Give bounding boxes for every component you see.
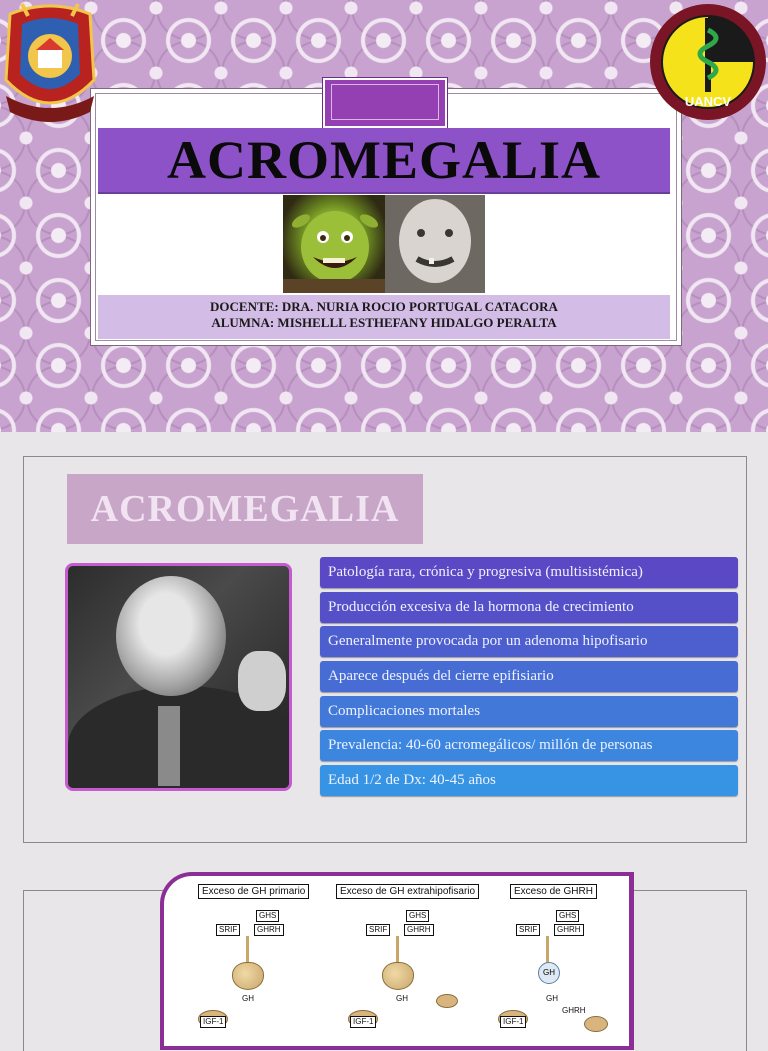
gh-cell: GH xyxy=(538,962,560,984)
portrait-tie xyxy=(158,706,180,786)
bullet-text: Patología rara, crónica y progresiva (multisistémica) xyxy=(328,564,643,580)
pituitary-stalk xyxy=(396,936,399,964)
pituitary-gland xyxy=(382,962,414,990)
gh-excess-diagram xyxy=(160,872,634,1050)
ghrh-tumor xyxy=(584,1016,608,1032)
university-crest-logo xyxy=(2,0,98,135)
docente-label: DOCENTE: DRA. NURIA ROCIO PORTUGAL CATACORA xyxy=(210,299,558,314)
ghrh-box: GHRH xyxy=(554,924,584,936)
alumna-label: ALUMNA: MISHELLL ESTHEFANY HIDALGO PERALTA xyxy=(211,315,557,330)
srif-box: SRIF xyxy=(516,924,540,936)
slide-title: ACROMEGALIA xyxy=(166,130,601,190)
gh-label: GH xyxy=(242,994,254,1003)
portrait-hand xyxy=(238,651,286,711)
bullet-text: Complicaciones mortales xyxy=(328,702,481,719)
ectopic-tumor xyxy=(436,994,458,1008)
bullet-text: Generalmente provocada por un adenoma hipofisario xyxy=(328,633,648,650)
bullet-item xyxy=(320,661,738,692)
bullet-item xyxy=(320,626,738,657)
bullet-item xyxy=(320,592,738,623)
bullet-item xyxy=(320,696,738,727)
title-slide xyxy=(0,0,768,432)
ghrh-box: GHRH xyxy=(254,924,284,936)
bullet-item xyxy=(320,730,738,761)
man-face-icon xyxy=(385,195,485,293)
title-tab-inner xyxy=(331,84,439,120)
ghrh-box: GHRH xyxy=(404,924,434,936)
man-photo xyxy=(385,195,485,293)
srif-box: SRIF xyxy=(216,924,240,936)
igf-box: IGF-1 xyxy=(500,1016,526,1028)
author-panel xyxy=(98,294,670,339)
bullet-item xyxy=(320,557,738,588)
portrait-head xyxy=(116,576,226,696)
pituitary-stalk xyxy=(546,936,549,964)
srif-box: SRIF xyxy=(366,924,390,936)
bullet-item xyxy=(320,765,738,796)
ghrh-low-label: GHRH xyxy=(562,1006,586,1015)
column-title: Exceso de GH extrahipofisario xyxy=(336,884,479,899)
title-banner xyxy=(98,128,670,192)
column-title: Exceso de GH primario xyxy=(198,884,309,899)
igf-box: IGF-1 xyxy=(200,1016,226,1028)
patient-portrait xyxy=(65,563,292,791)
ghs-box: GHS xyxy=(256,910,279,922)
column-title: Exceso de GHRH xyxy=(510,884,597,899)
section-title: ACROMEGALIA xyxy=(90,488,400,530)
section-heading xyxy=(67,474,423,544)
gh-label: GH xyxy=(546,994,558,1003)
bullet-text: Prevalencia: 40-60 acromegálicos/ millón de personas xyxy=(328,737,653,754)
gh-label: GH xyxy=(396,994,408,1003)
shrek-photo xyxy=(283,195,385,293)
uancv-abbr: UANCV xyxy=(684,94,732,109)
pituitary-stalk xyxy=(246,936,249,964)
title-tab xyxy=(323,78,447,128)
ghs-box: GHS xyxy=(556,910,579,922)
pituitary-gland xyxy=(232,962,264,990)
igf-box: IGF-1 xyxy=(350,1016,376,1028)
bullet-text: Edad 1/2 de Dx: 40-45 años xyxy=(328,772,496,789)
medicina-humana-logo xyxy=(644,0,768,125)
bullet-text: Producción excesiva de la hormona de crecimiento xyxy=(328,598,634,615)
bullet-list xyxy=(320,557,738,800)
shrek-face-icon xyxy=(283,195,385,293)
ghs-box: GHS xyxy=(406,910,429,922)
bullet-text: Aparece después del cierre epifisiario xyxy=(328,668,554,685)
